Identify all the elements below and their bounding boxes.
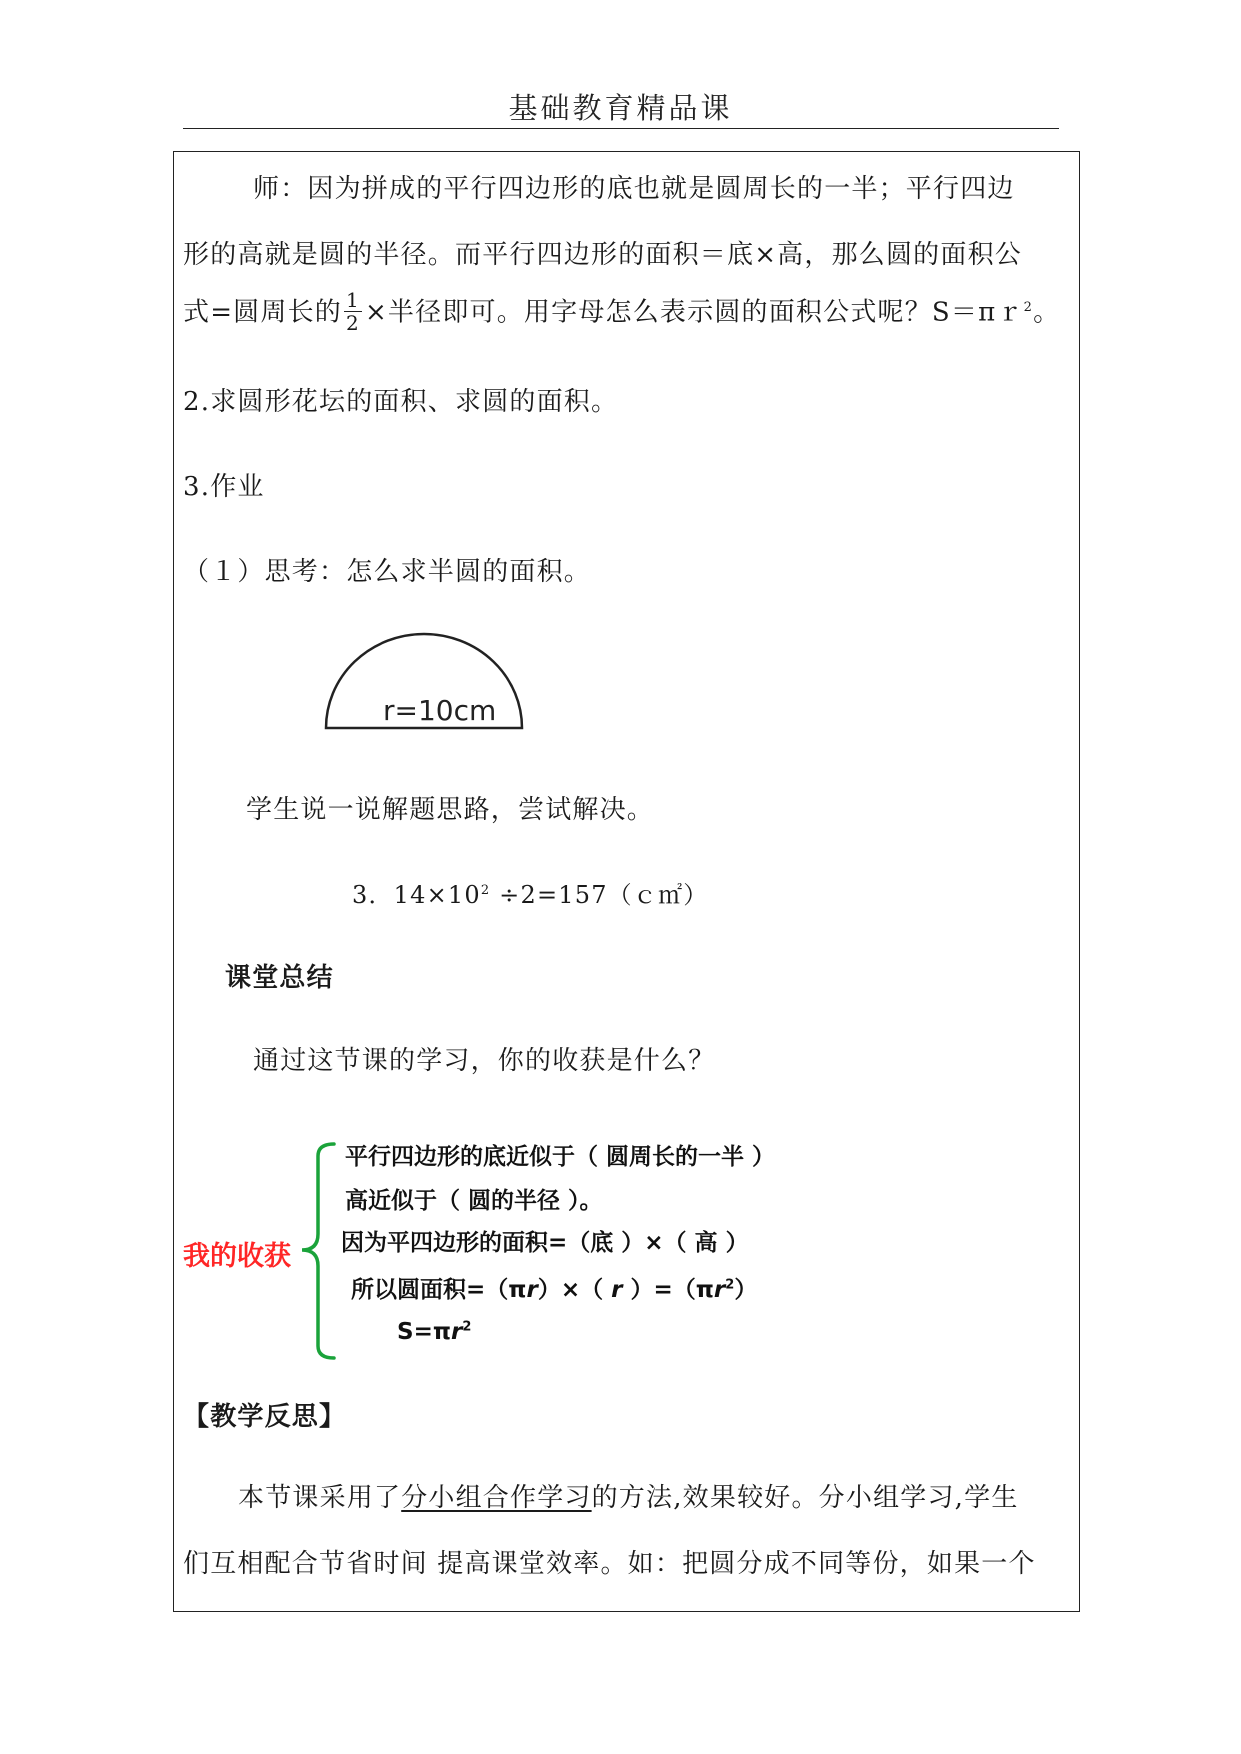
fraction-numerator: 1: [346, 288, 360, 312]
gain-line-4: [351, 1271, 757, 1304]
superscript-2: 2: [1023, 299, 1034, 315]
gain-line-1: 平行四边形的底近似于（ 圆周长的一半 ）: [345, 1144, 776, 1170]
teacher-line-3-end: 。: [1033, 297, 1061, 328]
item-2: 2.求圆形花坛的面积、求圆的面积。: [183, 387, 619, 417]
item-3: 3.作业: [183, 472, 265, 502]
teacher-line-2: 形的高就是圆的半径。而平行四边形的面积＝底×高，那么圆的面积公: [183, 240, 1022, 270]
reflection-heading: 【教学反思】: [183, 1402, 347, 1432]
gain-formula-exponent: 2: [462, 1319, 472, 1335]
calculation-post: ÷2=157（ｃ㎡）: [490, 881, 709, 909]
gain-line-4-pre: 所以圆面积=（π: [351, 1277, 527, 1303]
gain-line-4-r1: r: [526, 1277, 538, 1303]
gain-line-4-r3: r: [713, 1277, 726, 1303]
reflection-line-2: 们互相配合节省时间 提高课堂效率。如：把圆分成不同等份，如果一个: [183, 1549, 1036, 1579]
header-divider: [183, 128, 1059, 129]
my-gains-title: 我的收获: [183, 1241, 291, 1272]
summary-question: 通过这节课的学习，你的收获是什么？: [253, 1046, 716, 1076]
student-instruction: 学生说一说解题思路，尝试解决。: [246, 795, 655, 825]
calculation: [352, 875, 708, 910]
gain-line-4-mid2: ）=（π: [622, 1277, 714, 1303]
radius-label: r=10cm: [383, 694, 497, 727]
reflection-line-1-pre: 本节课采用了: [238, 1483, 402, 1513]
fraction-denominator: 2: [346, 311, 360, 335]
gain-formula-r: r: [451, 1319, 463, 1345]
green-brace: [296, 1140, 336, 1362]
gain-line-4-mid: ）×（: [537, 1277, 612, 1303]
gain-line-4-end: ）: [734, 1277, 758, 1303]
calculation-pre: 3．14×10: [352, 881, 481, 909]
gain-formula-pre: S=π: [397, 1319, 452, 1345]
fraction-one-half: [344, 289, 362, 334]
reflection-line-1: [238, 1477, 1019, 1514]
reflection-line-1-underlined: 分小组合作学习: [401, 1483, 592, 1513]
summary-heading: 课堂总结: [225, 963, 334, 993]
gain-line-3: 因为平四边形的面积=（底 ）×（ 高 ）: [341, 1230, 749, 1256]
teacher-line-3-pre: 式=圆周长的: [183, 297, 342, 328]
page-header-title: 基础教育精品课: [508, 91, 733, 125]
question-1: （１）思考：怎么求半圆的面积。: [183, 557, 592, 587]
teacher-line-3-post: ×半径即可。用字母怎么表示圆的面积公式呢？S＝πｒ: [364, 297, 1024, 328]
gain-line-4-r2: r: [611, 1277, 623, 1303]
calculation-exponent: 2: [480, 883, 491, 898]
gain-line-4-exponent: 2: [725, 1277, 735, 1293]
teacher-line-3: [183, 288, 1061, 336]
reflection-line-1-post: 的方法,效果较好。分小组学习,学生: [591, 1483, 1019, 1513]
teacher-line-1: 师：因为拼成的平行四边形的底也就是圆周长的一半；平行四边: [253, 174, 1015, 204]
gain-formula: [397, 1319, 471, 1345]
gain-line-2: 高近似于（ 圆的半径 ）。: [345, 1188, 603, 1214]
